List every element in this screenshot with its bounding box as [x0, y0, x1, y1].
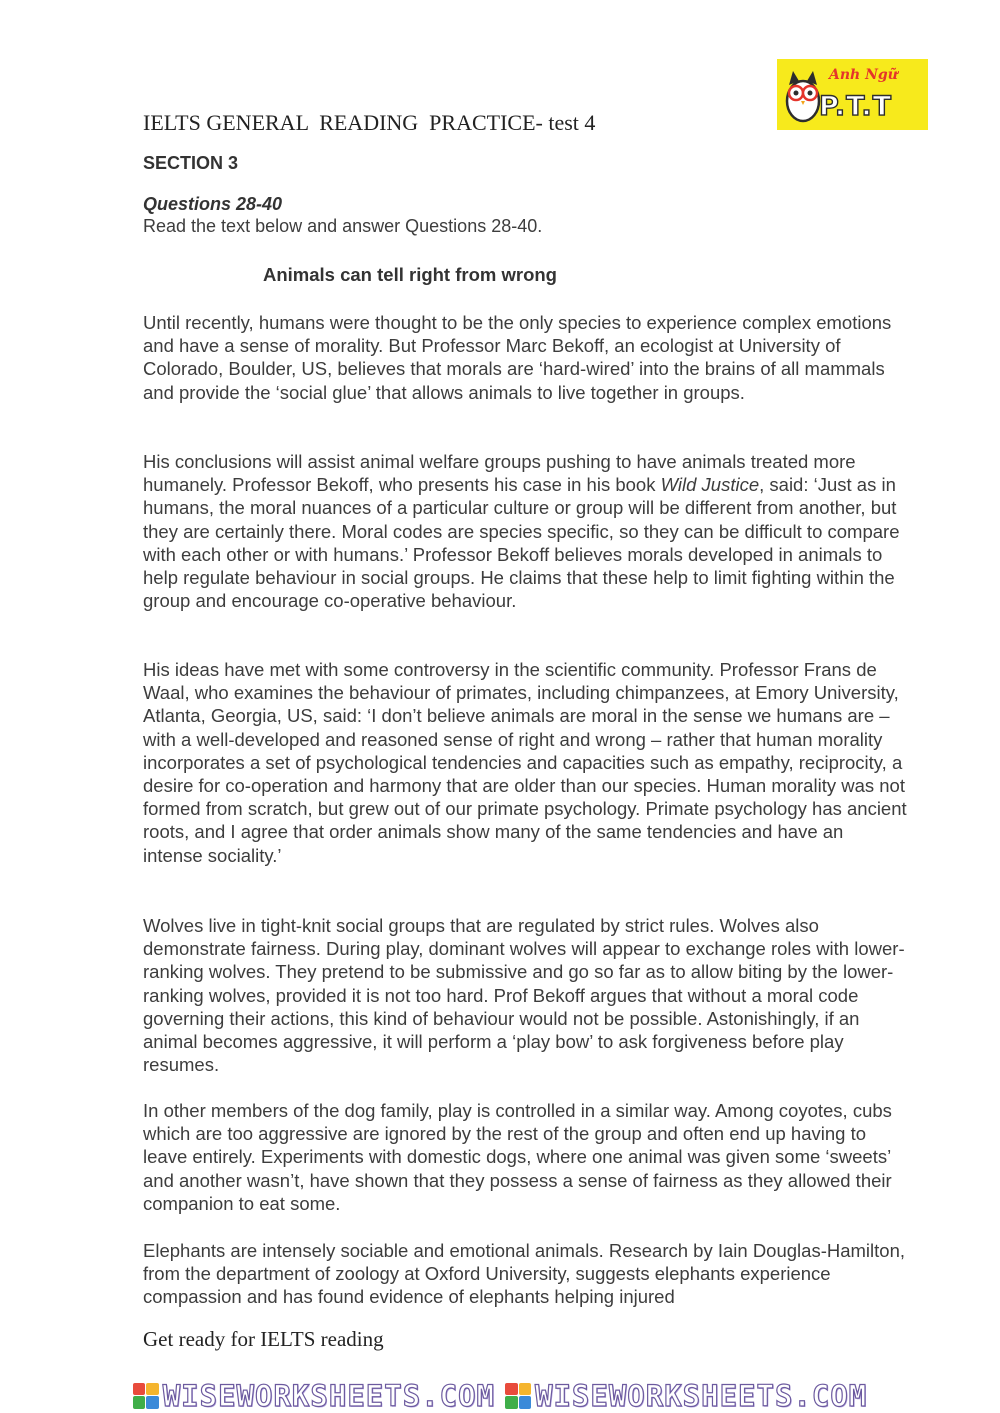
paragraph-1: Until recently, humans were thought to be the only species to experience complex emotions and have a sense of morality. But Professor Marc Bekoff, an ecologist at University of Colorado, Boulder, US, believes that morals are ‘hard-wired’ into the brains of all mammals and provide the ‘social glue’ that allows animals to live together in groups.	[143, 312, 892, 403]
paragraph-2	[143, 450, 908, 612]
section-heading: SECTION 3	[143, 153, 239, 173]
instruction-text: Read the text below and answer Questions 28-40.	[143, 216, 543, 236]
watermark-group	[505, 1379, 867, 1413]
footer-text: Get ready for IELTS reading	[143, 1327, 384, 1351]
questions-range: Questions 28-40	[143, 194, 283, 214]
watermark-text: WISEWORKSHEETS.COM	[535, 1378, 868, 1413]
paragraph-2-text-start: His conclusions will assist animal welfare groups pushing to have animals treated more humanely. Professor Bekoff, who presents his case in his book	[143, 451, 856, 496]
article-title: Animals can tell right from wrong	[263, 264, 557, 285]
paragraph-3: His ideas have met with some controversy in the scientific community. Professor Frans de Waal, who examines the behaviour of primates, including chimpanzees, at Emory University, Atlanta, Georgia, US, said: ‘I don’t believe animals are moral in the sense we humans are – with a well-developed and reasoned sense of right and wrong – rather that human morality incorporates a set of psychological tendencies and capacities such as empathy, reciprocity, a desire for co-operation and harmony that are older than our species. Human morality was not formed from scratch, but grew out of our primate psychology. Primate psychology has ancient roots, and I agree that order animals show many of the same tendencies and have an intense sociality.’	[143, 659, 907, 866]
paragraph-2-text-end: , said: ‘Just as in humans, the moral nuances of a particular culture or group will be different from another, but they are certainly there. Moral codes are species specific, so they can be difficult to compare with each other or with humans.’ Professor Bekoff believes morals developed in animals to help regulate behaviour in social groups. He claims that these help to limit fighting within the group and encourage co-operative behaviour.	[143, 474, 900, 612]
watermark-group	[133, 1379, 495, 1413]
watermark-text: WISEWORKSHEETS.COM	[162, 1378, 495, 1413]
logo-brand-top: Anh Ngữ	[829, 67, 898, 83]
wise-cube-icon	[505, 1383, 531, 1409]
logo-brand-main: P.T.T	[819, 91, 893, 122]
page-title: IELTS GENERAL READING PRACTICE- test 4	[143, 110, 596, 135]
paragraph-6: Elephants are intensely sociable and emotional animals. Research by Iain Douglas-Hamilton, from the department of zoology at Oxford University, suggests elephants experience compassion and has found evidence of elephants helping injured	[143, 1240, 905, 1308]
watermark-bar	[0, 1378, 1000, 1413]
wise-cube-icon	[133, 1383, 159, 1409]
paragraph-5: In other members of the dog family, play is controlled in a similar way. Among coyotes, cubs which are too aggressive are ignored by the rest of the group and often end up having to leave entirely. Experiments with domestic dogs, where one animal was given some ‘sweets’ and another wasn’t, have shown that they possess a sense of fairness as they allowed their companion to eat some.	[143, 1100, 892, 1214]
ptt-logo	[777, 59, 928, 130]
paragraph-4: Wolves live in tight-knit social groups that are regulated by strict rules. Wolves also demonstrate fairness. During play, dominant wolves will appear to exchange roles with lower-ranking wolves. They pretend to be submissive and go so far as to allow biting by the lower-ranking wolves, provided it is not too hard. Prof Bekoff argues that without a moral code governing their actions, this kind of behaviour would not be possible. Astonishingly, if an animal becomes aggressive, it will perform a ‘play bow’ to ask forgiveness before play resumes.	[143, 915, 905, 1076]
owl-icon	[783, 65, 823, 125]
book-title: Wild Justice	[660, 474, 760, 496]
